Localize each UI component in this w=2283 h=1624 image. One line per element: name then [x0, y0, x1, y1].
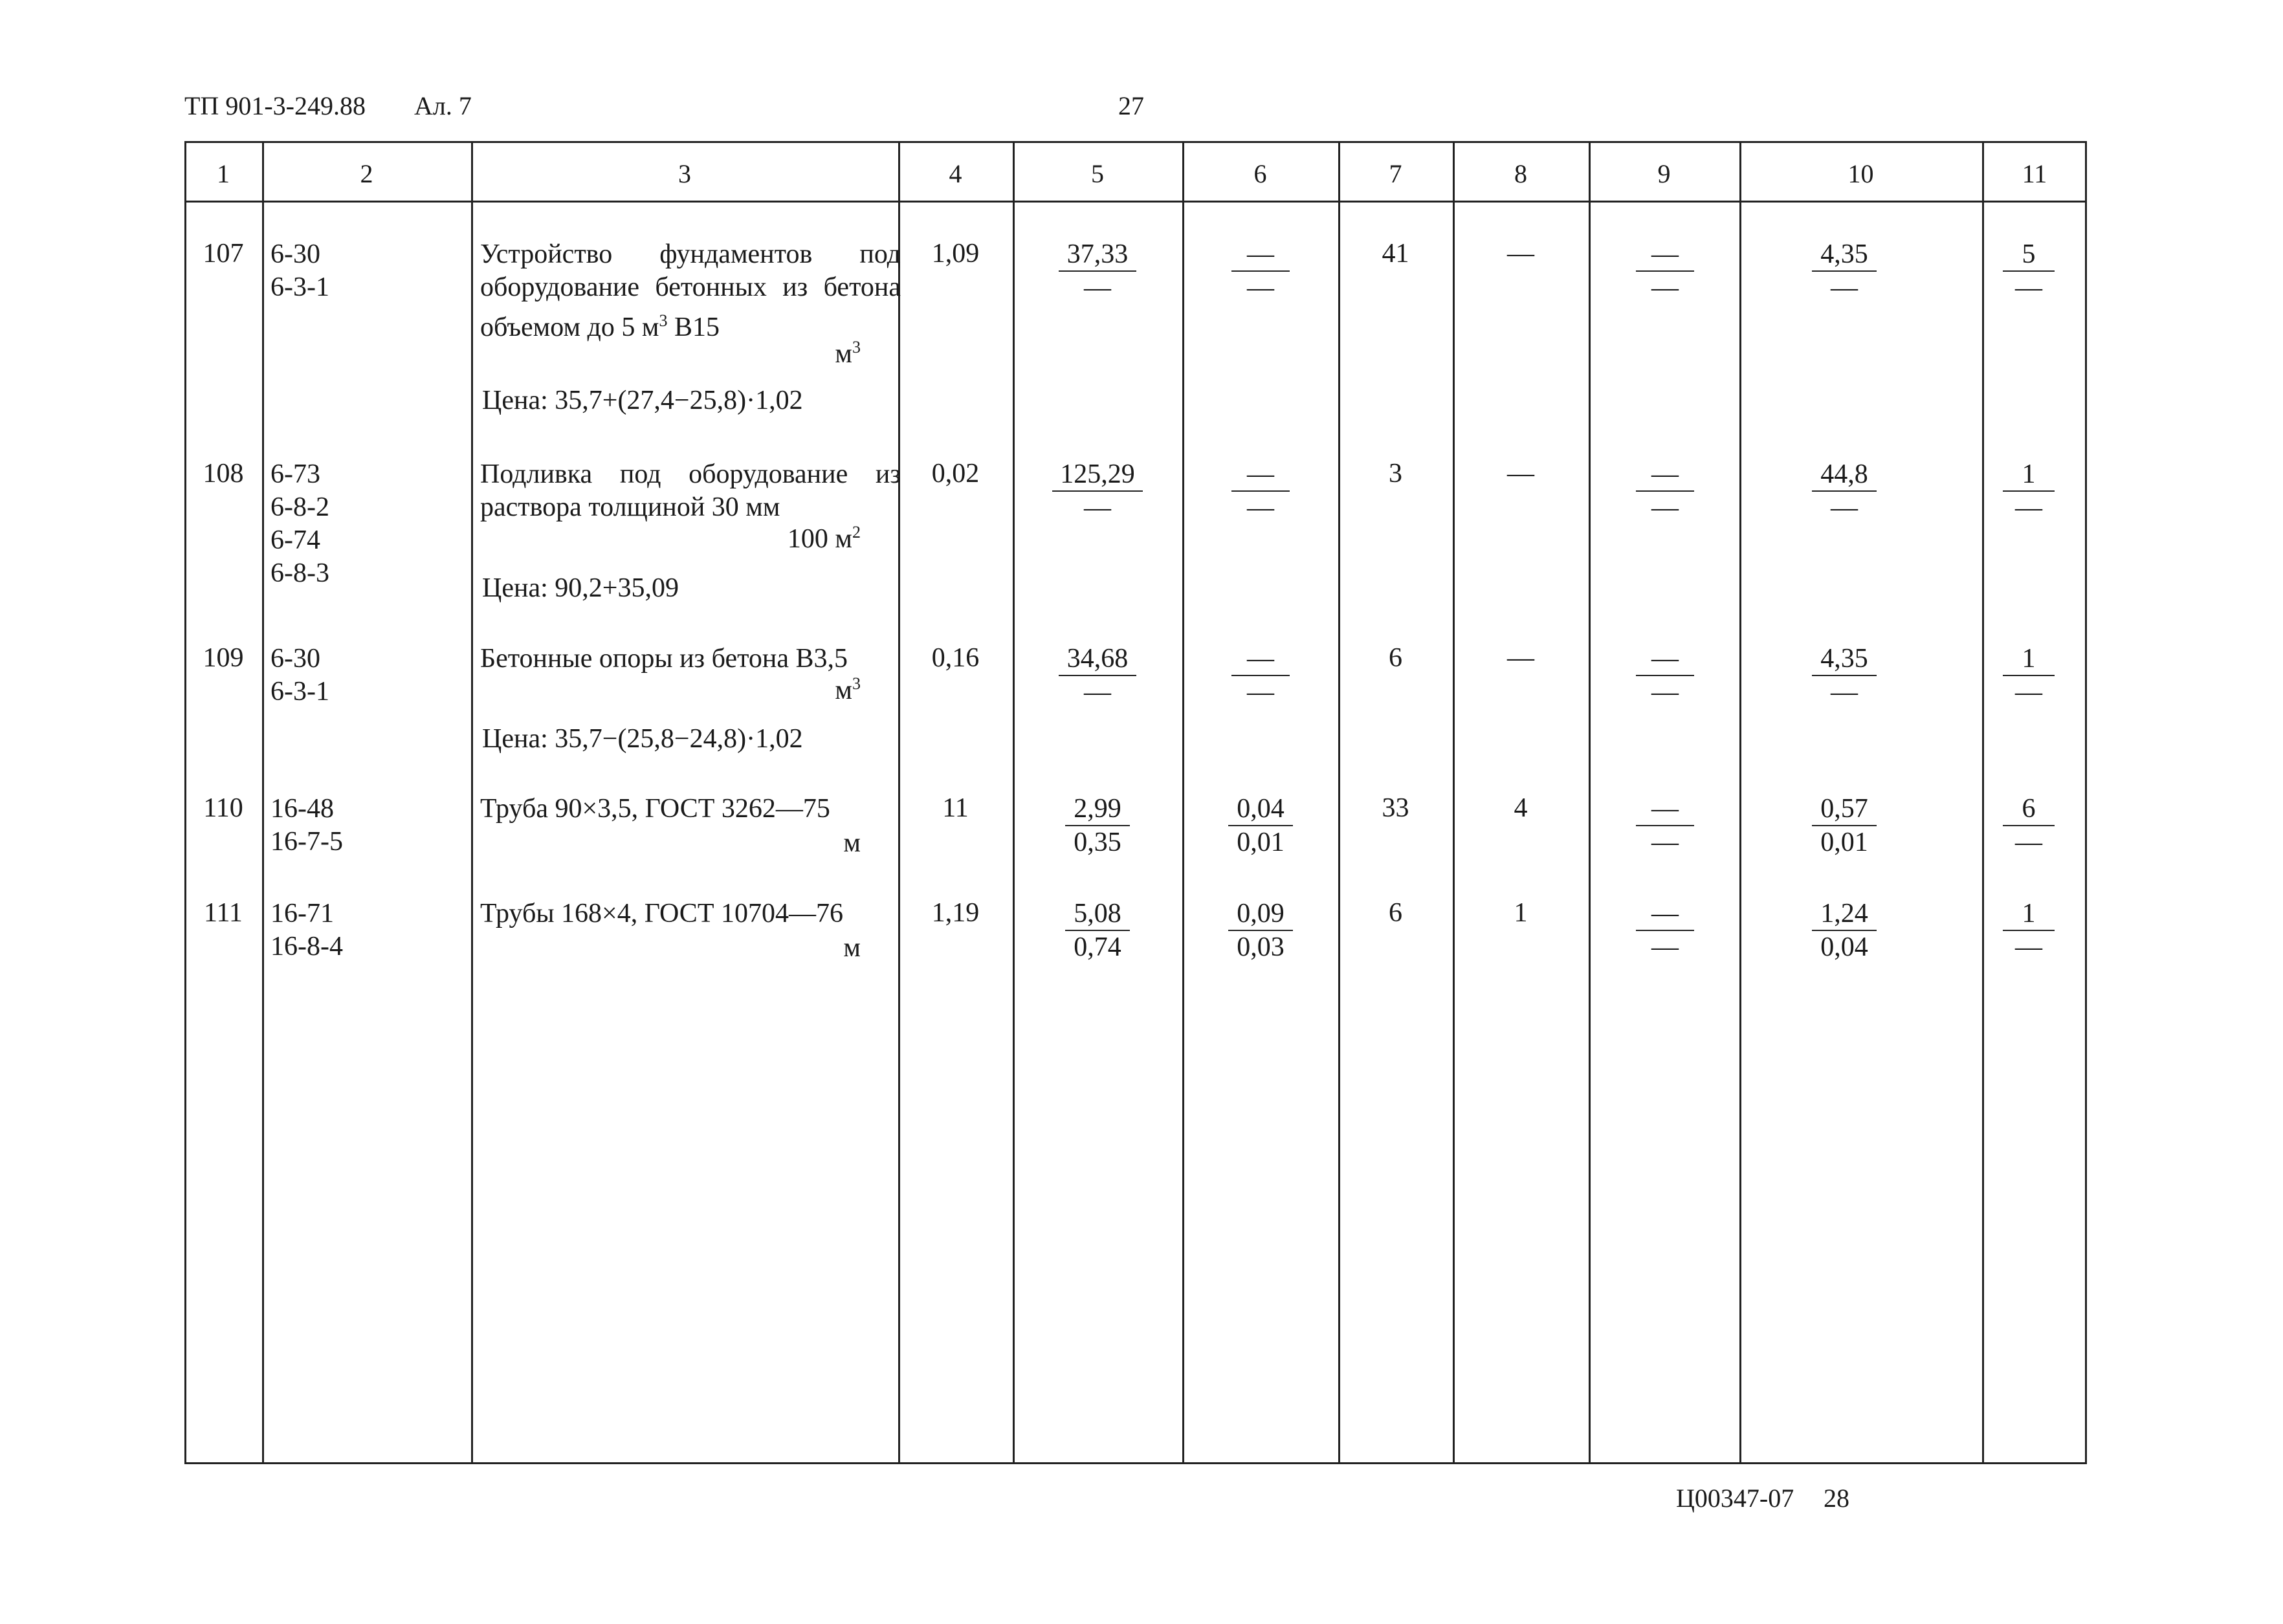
norm-code: 6-3-1	[270, 677, 329, 707]
fraction-col10	[1812, 458, 1877, 524]
fraction-top: 44,8	[1812, 458, 1877, 492]
quantity: 1,19	[931, 898, 980, 928]
description-text: Бетонные опоры из бетона В3,5	[480, 644, 848, 674]
price-formula: Цена: 35,7−(25,8−24,8)·1,02	[482, 724, 803, 754]
column-number: 9	[1657, 159, 1671, 188]
unit-of-measure	[447, 523, 861, 554]
fraction-bottom: —	[1831, 273, 1858, 303]
fraction-col6	[1231, 458, 1290, 524]
column-divider	[1013, 141, 1015, 1464]
norm-codes	[270, 238, 329, 304]
fraction-top: 1	[2003, 642, 2055, 676]
fraction-col6	[1231, 642, 1290, 708]
column-number: 2	[360, 159, 373, 188]
fraction-col11	[2003, 458, 2055, 524]
norm-code: 6-8-3	[270, 558, 329, 588]
fraction-col10	[1812, 897, 1877, 963]
norm-code: 6-30	[270, 239, 320, 269]
row-number: 110	[203, 793, 243, 823]
value-col7: 3	[1389, 459, 1402, 488]
fraction-top: —	[1231, 458, 1290, 492]
description-tail: В15	[667, 313, 720, 342]
fraction-top: 6	[2003, 793, 2055, 826]
fraction-top: 5	[2003, 238, 2055, 272]
document-code: ТП 901-3-249.88	[184, 91, 366, 120]
fraction-bottom: 0,01	[1820, 828, 1868, 857]
fraction-top: —	[1636, 238, 1694, 272]
fraction-col5	[1065, 897, 1130, 963]
description-superscript: 3	[659, 311, 668, 330]
norm-code: 6-8-2	[270, 492, 329, 522]
fraction-col10	[1812, 793, 1877, 859]
fraction-top: —	[1231, 238, 1290, 272]
fraction-top: 4,35	[1812, 238, 1877, 272]
unit-text: м	[835, 675, 852, 705]
unit-of-measure	[447, 338, 861, 369]
fraction-col6	[1228, 793, 1293, 859]
description-text: Подливка под оборудование из раствора толщиной 30 мм	[480, 459, 901, 522]
value-col8: 4	[1514, 793, 1528, 823]
fraction-bottom: —	[1247, 677, 1274, 707]
value-col7: 6	[1389, 898, 1402, 928]
fraction-bottom: 0,74	[1074, 932, 1121, 962]
fraction-top: 0,57	[1812, 793, 1877, 826]
fraction-bottom: —	[2015, 677, 2042, 707]
column-divider	[1182, 141, 1184, 1464]
fraction-top: 1,24	[1812, 897, 1877, 931]
column-number: 6	[1253, 159, 1267, 188]
column-divider	[1589, 141, 1591, 1464]
fraction-bottom: —	[2015, 828, 2042, 857]
description-text: Трубы 168×4, ГОСТ 10704—76	[480, 899, 843, 928]
sheet-label: Ал. 7	[414, 91, 472, 120]
norm-codes	[270, 897, 343, 963]
column-number: 10	[1847, 159, 1874, 188]
fraction-top: 0,09	[1228, 897, 1293, 931]
norm-codes	[270, 642, 329, 708]
unit-text: 100 м	[787, 524, 852, 554]
fraction-top: 125,29	[1052, 458, 1143, 492]
value-col8: 1	[1514, 898, 1528, 928]
quantity: 1,09	[931, 239, 980, 269]
fraction-col5	[1059, 238, 1136, 304]
value-col7: 33	[1382, 793, 1409, 823]
price-formula: Цена: 90,2+35,09	[482, 573, 679, 603]
unit-superscript: 3	[852, 674, 861, 693]
norm-code: 16-71	[270, 899, 334, 928]
row-number: 109	[203, 643, 244, 673]
unit-text: м	[843, 933, 861, 963]
unit-text: м	[843, 828, 861, 858]
fraction-bottom: —	[1651, 677, 1679, 707]
work-description	[480, 238, 901, 344]
header-row-divider	[184, 201, 2087, 203]
norm-code: 6-3-1	[270, 272, 329, 302]
footer-number: 28	[1824, 1484, 1849, 1513]
fraction-col9	[1636, 642, 1694, 708]
fraction-col5	[1059, 642, 1136, 708]
fraction-top: —	[1636, 458, 1694, 492]
value-col8: —	[1507, 239, 1534, 269]
value-col8: —	[1507, 643, 1534, 673]
unit-text: м	[835, 339, 852, 369]
column-divider	[1982, 141, 1984, 1464]
fraction-bottom: 0,03	[1237, 932, 1285, 962]
work-description	[480, 458, 901, 524]
column-number: 8	[1514, 159, 1527, 188]
column-number: 3	[678, 159, 691, 188]
fraction-top: 37,33	[1059, 238, 1136, 272]
fraction-bottom: —	[1651, 493, 1679, 523]
fraction-bottom: —	[2015, 493, 2042, 523]
fraction-col9	[1636, 793, 1694, 859]
fraction-top: 1	[2003, 458, 2055, 492]
archive-code: Ц00347-07	[1676, 1484, 1794, 1513]
column-number: 11	[2022, 159, 2047, 188]
fraction-top: 34,68	[1059, 642, 1136, 676]
fraction-col11	[2003, 793, 2055, 859]
fraction-col6	[1228, 897, 1293, 963]
fraction-bottom: 0,04	[1820, 932, 1868, 962]
fraction-bottom: —	[1651, 273, 1679, 303]
fraction-top: 4,35	[1812, 642, 1877, 676]
column-number: 4	[949, 159, 962, 188]
column-number: 7	[1389, 159, 1402, 188]
fraction-col6	[1231, 238, 1290, 304]
column-number: 5	[1091, 159, 1104, 188]
column-divider	[1739, 141, 1741, 1464]
row-number: 111	[204, 898, 243, 928]
work-description	[480, 642, 901, 675]
norm-code: 16-48	[270, 794, 334, 824]
fraction-bottom: —	[1084, 273, 1111, 303]
fraction-bottom: —	[1831, 493, 1858, 523]
unit-superscript: 2	[852, 523, 861, 542]
fraction-top: 1	[2003, 897, 2055, 931]
unit-superscript: 3	[852, 338, 861, 357]
row-number: 107	[203, 239, 244, 269]
fraction-col11	[2003, 238, 2055, 304]
fraction-col9	[1636, 458, 1694, 524]
fraction-top: 0,04	[1228, 793, 1293, 826]
fraction-bottom: 0,01	[1237, 828, 1285, 857]
fraction-bottom: —	[1247, 493, 1274, 523]
fraction-bottom: —	[1651, 828, 1679, 857]
unit-of-measure	[447, 932, 861, 963]
price-formula: Цена: 35,7+(27,4−25,8)·1,02	[482, 386, 803, 415]
fraction-top: —	[1636, 793, 1694, 826]
description-text: Труба 90×3,5, ГОСТ 3262—75	[480, 794, 830, 824]
fraction-col9	[1636, 897, 1694, 963]
value-col7: 6	[1389, 643, 1402, 673]
fraction-top: 5,08	[1065, 897, 1130, 931]
row-number: 108	[203, 459, 244, 488]
fraction-bottom: —	[1084, 677, 1111, 707]
quantity: 11	[942, 793, 969, 823]
fraction-col5	[1052, 458, 1143, 524]
column-number: 1	[217, 159, 230, 188]
quantity: 0,16	[931, 643, 980, 673]
fraction-bottom: 0,35	[1074, 828, 1121, 857]
fraction-bottom: —	[1247, 273, 1274, 303]
description-text: Устройство фундаментов под оборудование бетонных из бетона объемом до 5 м	[480, 239, 901, 342]
norm-code: 6-73	[270, 459, 320, 489]
norm-codes	[270, 793, 343, 859]
fraction-top: —	[1636, 897, 1694, 931]
fraction-col5	[1065, 793, 1130, 859]
fraction-bottom: —	[1831, 677, 1858, 707]
norm-code: 6-74	[270, 525, 320, 555]
fraction-bottom: —	[1084, 493, 1111, 523]
fraction-col10	[1812, 642, 1877, 708]
norm-code: 16-8-4	[270, 932, 343, 961]
fraction-top: —	[1231, 642, 1290, 676]
unit-of-measure	[447, 828, 861, 859]
fraction-col11	[2003, 642, 2055, 708]
unit-of-measure	[447, 674, 861, 706]
value-col8: —	[1507, 459, 1534, 488]
fraction-bottom: —	[2015, 932, 2042, 962]
quantity: 0,02	[931, 459, 980, 488]
fraction-col10	[1812, 238, 1877, 304]
fraction-col11	[2003, 897, 2055, 963]
fraction-top: 2,99	[1065, 793, 1130, 826]
norm-codes	[270, 458, 329, 590]
norm-code: 6-30	[270, 644, 320, 674]
column-divider	[262, 141, 264, 1464]
work-description	[480, 897, 901, 930]
work-description	[480, 793, 901, 826]
fraction-bottom: —	[1651, 932, 1679, 962]
norm-code: 16-7-5	[270, 827, 343, 857]
fraction-top: —	[1636, 642, 1694, 676]
fraction-col9	[1636, 238, 1694, 304]
fraction-bottom: —	[2015, 273, 2042, 303]
page-number: 27	[1118, 91, 1144, 120]
value-col7: 41	[1382, 239, 1409, 269]
